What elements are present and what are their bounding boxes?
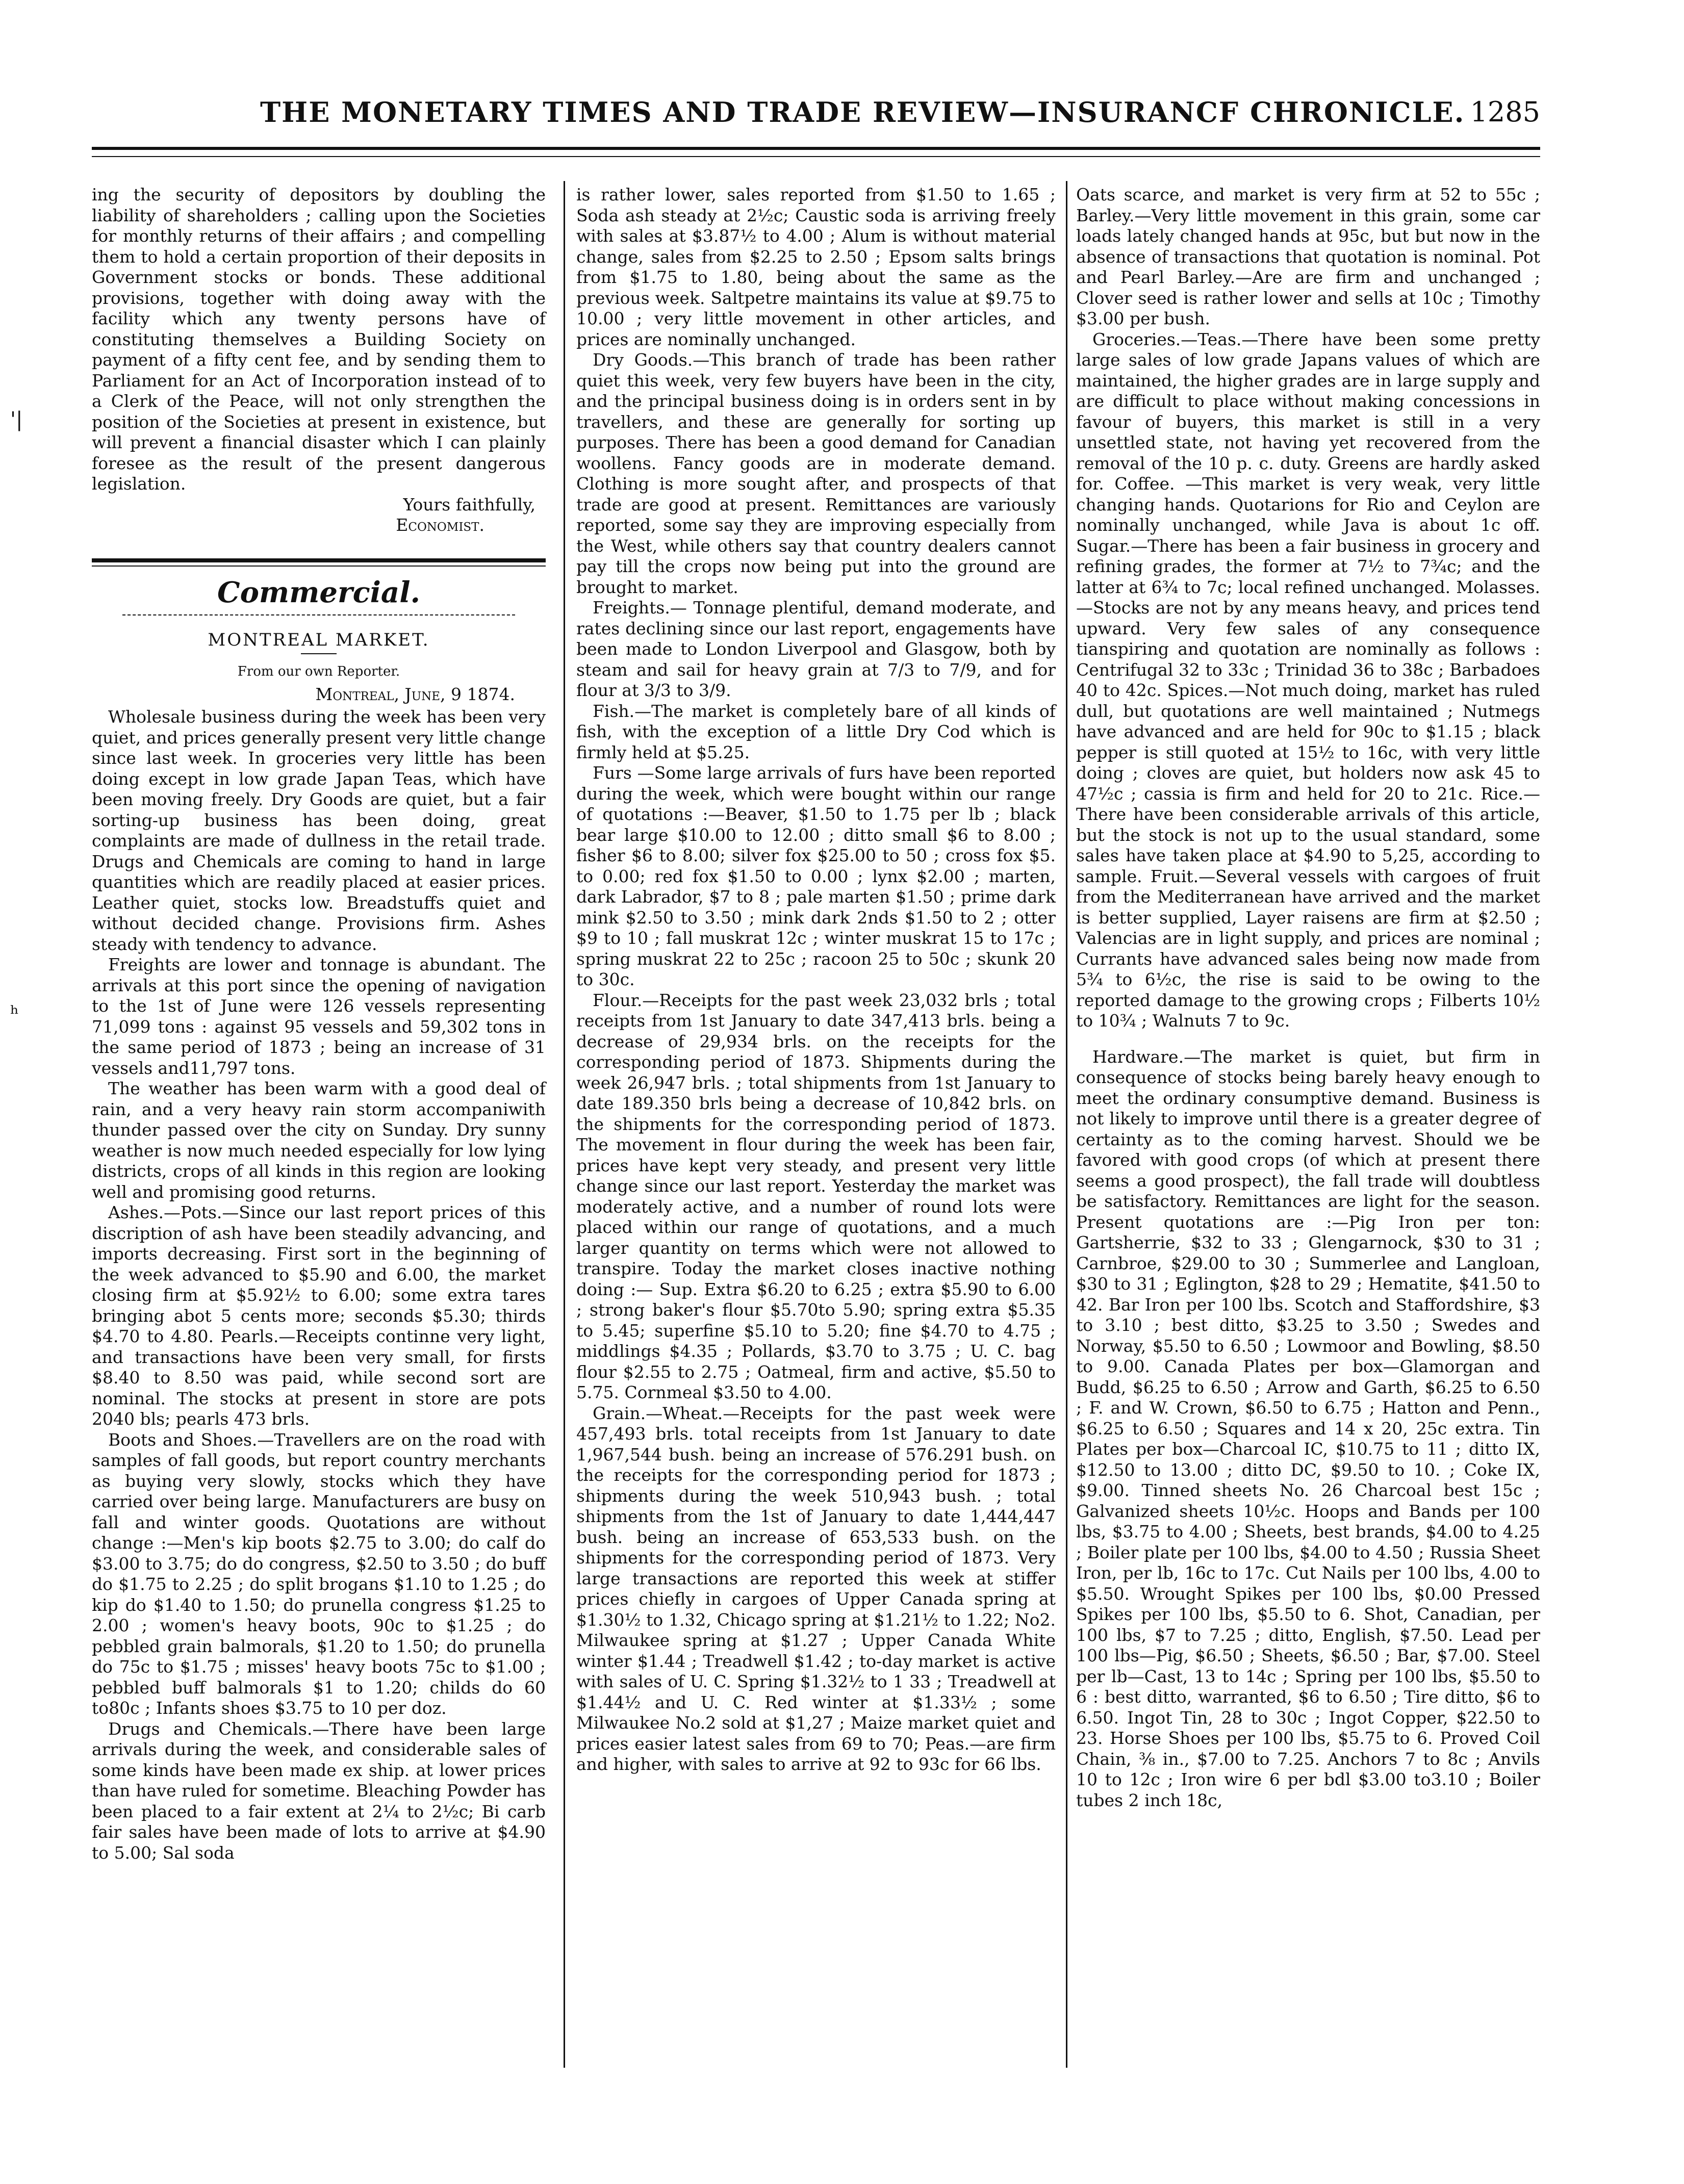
page-header [92, 96, 1540, 137]
header-rule-thick [92, 147, 1540, 150]
section-rule [92, 558, 546, 562]
column-2 [576, 185, 1056, 1775]
groceries-report: Groceries.—Teas.—There have been some pretty large sales of low grade Japans values of which are maintained, the higher grades are in large supply and are difficult to place without making concessions in favour of buyers, this market is still in a very unsettled state, not having yet recovered from the removal of the 10 p. c. duty. Greens are hardly asked for. Coffee. —This market is very weak, very little changing hands. Quotarions for Rio and Ceylon are nominally unchanged, while Java is about 1c off. Sugar.—There has been a fair business in grocery and refining grades, the former at 7½ to 7¾c; and the latter at 6¾ to 7c; local refined unchanged. Molasses.—Stocks are not by any means heavy, and prices tend upward. Very few sales of any consequence tianspiring and quotation are nominally as follows : Centrifugal 32 to 33c ; Trinidad 36 to 38c ; Barbadoes 40 to 42c. Spices.—Not much doing, market has ruled dull, but quotations are well maintained ; Nutmegs have advanced and are held for 90c to $1.15 ; black pepper is still quoted at 15½ to 16c, with very little doing ; cloves are quiet, but holders now ask 45 to 47½c ; cassia is firm and held for 20 to 21c. Rice.—There have been considerable arrivals of this article, but the stock is not up to the usual standard, some sales have taken place at $4.90 to 5,25, according to sample. Fruit.—Several vessels with cargoes of fruit from the Mediterranean have arrived and the market is better supplied, Layer raisens are firm at $2.50 ; Valencias are in light supply, and prices are nominal ; Currants have advanced sales being now made from 5¾ to 6½c, the rise is said to be owing to the reported damage to the growing crops ; Filberts 10½ to 10¾ ; Walnuts 7 to 9c. [1076, 329, 1540, 1031]
short-rule [301, 653, 337, 654]
section-title: Commercial. [217, 575, 420, 609]
hardware-report: Hardware.—The market is quiet, but firm in consequence of stocks being barely heavy enough to meet the ordinary consumptive demand. Business is not likely to improve until there is a greater degree of certainty as to the coming harvest. Should we be favored with good crops (of which at present there seems a good prospect), the fall trade will doubtless be satisfactory. Remittances are light for the season. Present quotations are :—Pig Iron per ton: Gartsherrie, $32 to 33 ; Glengarnock, $30 to 31 ; Carnbroe, $29.00 to 30 ; Summerlee and Langloan, $30 to 31 ; Eglington, $28 to 29 ; Hematite, $41.50 to 42. Bar Iron per 100 lbs. Scotch and Staffordshire, $3 to 3.10 ; best ditto, $3.25 to 3.50 ; Swedes and Norway, $5.50 to 6.50 ; Lowmoor and Bowling, $8.50 to 9.00. Canada Plates per box—Glamorgan and Budd, $6.25 to 6.50 ; Arrow and Garth, $6.25 to 6.50 ; F. and W. Crown, $6.50 to 6.75 ; Hatton and Penn., $6.25 to 6.50 ; Squares and 14 x 20, 25c extra. Tin Plates per box—Charcoal IC, $10.75 to 11 ; ditto IX, $12.50 to 13.00 ; ditto DC, $9.50 to 10. ; Coke IX, $9.00. Tinned sheets No. 26 Charcoal best 15c ; Galvanized sheets 10½c. Hoops and Bands per 100 lbs, $3.75 to 4.00 ; Sheets, best brands, $4.00 to 4.25 ; Boiler plate per 100 lbs, $4.00 to 4.50 ; Russia Sheet Iron, per lb, 16c to 17c. Cut Nails per 100 lbs, 4.00 to $5.50. Wrought Spikes per 100 lbs, $0.00 Pressed Spikes per 100 lbs, $5.50 to 6. Shot, Canadian, per 100 lbs, $7 to 7.25 ; ditto, English, $7.50. Lead per 100 lbs—Pig, $6.50 ; Sheets, $6.50 ; Bar, $7.00. Steel per lb—Cast, 13 to 14c ; Spring per 100 lbs, $5.50 to 6 : best ditto, warranted, $6 to 6.50 ; Tire ditto, $6 to 6.50. Ingot Tin, 28 to 30c ; Ingot Copper, $22.50 to 23. Horse Shoes per 100 lbs, $5.75 to 6. Proved Coil Chain, ⅜ in., $7.00 to 7.25. Anchors 7 to 8c ; Anvils 10 to 12c ; Iron wire 6 per bdl $3.00 to3.10 ; Boiler tubes 2 inch 18c, [1076, 1046, 1540, 1810]
ashes-report: Ashes.—Pots.—Since our last report prices of this discription of ash have been steadily advancing, and imports decreasing. First sort in the beginning of the week advanced to $5.90 and 6.00, the market closing firm at $5.92½ to 6.00; some extra tares bringing abot 5 cents more; seconds $5.30; thirds $4.70 to 4.80. Pearls.—Receipts continne very light, and transactions have been very small, for firsts $8.40 to 8.50 was paid, while second sort are nominal. The stocks at present in store are pots 2040 bls; pearls 473 brls. [92, 1202, 546, 1429]
margin-mark: ʰ [10, 1002, 19, 1025]
margin-mark: '| [10, 408, 23, 431]
fish-report: Fish.—The market is completely bare of all kinds of fish, with the exception of a little Dry Cod which is firmly held at $5.25. [576, 701, 1056, 762]
dry-goods-report: Dry Goods.—This branch of trade has been rather quiet this week, very few buyers have been in the city, and the principal business doing is in orders sent in by travellers, and these are generally for sorting up purposes. There has been a good demand for Canadian woollens. Fancy goods are in moderate demand. Clothing is more sought after, and prospects of that trade are good at present. Remittances are variously reported, some say they are improving especially from the West, while others say that country dealers cannot pay till the crops now being put into the ground are brought to market. [576, 350, 1056, 597]
drugs-continuation: is rather lower, sales reported from $1.50 to 1.65 ; Soda ash steady at 2½c; Caustic soda is arriving freely with sales at $3.87½ to 4.00 ; Alum is without material change, sales from $2.25 to 2.50 ; Epsom salts brings from $1.75 to 1.80, being about the same as the previous week. Saltpetre maintains its value at $9.75 to 10.00 ; very little movement in other articles, and prices are nominally unchanged. [576, 185, 1056, 349]
byline: From our own Reporter. [237, 664, 400, 679]
paragraph: The weather has been warm with a good deal of rain, and a very heavy rain storm accompaniwith thunder passed over the city on Sunday. Dry sunny weather is now much needed especially for low lying districts, crops of all kinds in this region are looking well and promising good returns. [92, 1078, 546, 1202]
paragraph-gap [1076, 1032, 1540, 1047]
column-1 [92, 185, 546, 1863]
paragraph: Freights are lower and tonnage is abundant. The arrivals at this port since the opening of navigation to the 1st of June were 126 vessels representing 71,099 tons : against 95 vessels and 59,302 tons in the same period of 1873 ; being an increase of 31 vessels and11,797 tons. [92, 955, 546, 1078]
dateline: Montreal, June, 9 1874. [315, 684, 515, 704]
letter-continuation: ing the security of depositors by doubling the liability of shareholders ; calling upon the Societies for monthly returns of their affairs ; and compelling them to hold a certain proportion of their deposits in Government stocks or bonds. These additional provisions, together with doing away with the facility which any twenty persons have of constituting themselves a Building Society on payment of a fifty cent fee, and by sending them to Parliament for an Act of Incorporation instead of to a Clerk of the Peace, will not only strengthen the position of the Societies at present in existence, but will prevent a financial disaster which I can plainly foresee as the result of the present dangerous legislation. [92, 185, 546, 494]
section-rule-thin [92, 566, 546, 567]
column-3 [1076, 185, 1540, 1811]
furs-report: Furs —Some large arrivals of furs have been reported during the week, which were bought within our range of quotations :—Beaver, $1.50 to 1.75 per lb ; black bear large $10.00 to 12.00 ; ditto small $6 to 8.00 ; fisher $6 to 8.00; silver fox $25.00 to 50 ; cross fox $5. to 0.00; red fox $1.50 to 0.00 ; lynx $2.00 ; marten, dark Labrador, $7 to 8 ; pale marten $1.50 ; prime dark mink $2.50 to 3.50 ; mink dark 2nds $1.50 to 2 ; otter $9 to 10 ; fall muskrat 12c ; winter muskrat 15 to 17c ; spring muskrat 22 to 25c ; racoon 25 to 50c ; skunk 20 to 30c. [576, 763, 1056, 989]
ornamental-rule [122, 614, 515, 620]
page-number: 1285 [1470, 96, 1540, 128]
column-divider [564, 181, 565, 2068]
grain-continuation: Oats scarce, and market is very firm at 52 to 55c ; Barley.—Very little movement in this grain, some car loads lately changed hands at 95c, but but now in the absence of transactions that quotation is nominal. Pot and Pearl Barley.—Are are firm and unchanged ; Clover seed is rather lower and sells at 10c ; Timothy $3.00 per bush. [1076, 185, 1540, 328]
freights-report: Freights.— Tonnage plentiful, demand moderate, and rates declining since our last report, engagements have been made to London Liverpool and Glasgow, both by steam and sail for heavy grain at 7/3 to 7/9, and for flour at 3/3 to 3/9. [576, 598, 1056, 700]
paragraph: Wholesale business during the week has been very quiet, and prices generally present very little change since last week. In groceries very little has been doing except in low grade Japan Teas, which have been moving freely. Dry Goods are quiet, but a fair sorting-up business has been doing, great complaints are made of dullness in the retail trade. Drugs and Chemicals are coming to hand in large quantities which are readily placed at easier prices. Leather quiet, stocks low. Breadstuffs quiet and without decided change. Provisions firm. Ashes steady with tendency to advance. [92, 707, 546, 954]
boots-shoes-report: Boots and Shoes.—Travellers are on the road with samples of fall goods, but report country merchants as buying very slowly, stocks which they have carried over being large. Manufacturers are busy on fall and winter goods. Quotations are without change :—Men's kip boots $2.75 to 3.00; do calf do $3.00 to 3.75; do do congress, $2.50 to 3.50 ; do buff do $1.75 to 2.25 ; do split brogans $1.10 to 1.25 ; do kip do $1.40 to 1.50; do prunella congress $1.25 to 2.00 ; women's heavy boots, 90c to $1.25 ; do pebbled grain balmorals, $1.20 to 1.50; do prunella do 75c to $1.75 ; misses' heavy boots 75c to $1.00 ; pebbled buff balmorals $1 to 1.20; childs do 60 to80c ; Infants shoes $3.75 to 10 per doz. [92, 1429, 546, 1718]
header-rule-thin [92, 156, 1540, 157]
market-heading: MONTREAL MARKET. [208, 629, 430, 650]
drugs-chemicals-report: Drugs and Chemicals.—There have been large arrivals during the week, and considerable sales of some kinds have been made ex ship. at lower prices than have ruled for sometime. Bleaching Powder has been placed to a fair extent at 2¼ to 2½c; Bi carb fair sales have been made of lots to arrive at $4.90 to 5.00; Sal soda [92, 1718, 546, 1863]
grain-report: Grain.—Wheat.—Receipts for the past week were 457,493 brls. total receipts from 1st January to date 1,967,544 bush. being an increase of 576.291 bush. on the receipts for the corresponding period for 1873 ; shipments during the week 510,943 bush. ; total shipments from the 1st of January to date 1,444,447 bush. being an increase of 653,533 bush. on the shipments for the corresponding period of 1873. Very large transactions are reported this week at stiffer prices chiefly in cargoes of Upper Canada spring at $1.30½ to 1.32, Chicago spring at $1.21½ to 1.22; No2. Milwaukee spring at $1.27 ; Upper Canada White winter $1.44 ; Treadwell $1.42 ; to-day market is active with sales of U. C. Spring $1.32½ to 1 33 ; Treadwell at $1.44½ and U. C. Red winter at $1.33½ ; some Milwaukee No.2 sold at $1,27 ; Maize market quiet and prices easier latest sales from 69 to 70; Peas.—are firm and higher, with sales to arrive at 92 to 93c for 66 lbs. [576, 1403, 1056, 1774]
letter-signature: Economist. [396, 515, 484, 535]
letter-closing: Yours faithfully, [403, 494, 535, 515]
running-title: THE MONETARY TIMES AND TRADE REVIEW—INSURANCF CHRONICLE. [260, 96, 1465, 129]
column-divider [1066, 181, 1067, 2068]
flour-report: Flour.—Receipts for the past week 23,032 brls ; total receipts from 1st January to date 347,413 brls. being a decrease of 29,934 brls. on the receipts for the corresponding period of 1873. Shipments during the week 26,947 brls. ; total shipments from 1st January to date 189.350 brls being a decrease of 10,842 brls. on the shipments for the corresponding period of 1873. The movement in flour during the week has been fair, prices have kept very steady, and present very little change since our last report. Yesterday the market was moderately active, and a number of round lots were placed within our range of quotations, and a much larger quantity on terms which were not allowed to transpire. Today the market closes inactive nothing doing :— Sup. Extra $6.20 to 6.25 ; extra $5.90 to 6.00 ; strong baker's flour $5.70to 5.90; spring extra $5.35 to 5.45; superfine $5.10 to 5.20; fine $4.70 to 4.75 ; middlings $4.35 ; Pollards, $3.70 to 3.75 ; U. C. bag flour $2.55 to 2.75 ; Oatmeal, firm and active, $5.50 to 5.75. Cornmeal $3.50 to 4.00. [576, 990, 1056, 1402]
